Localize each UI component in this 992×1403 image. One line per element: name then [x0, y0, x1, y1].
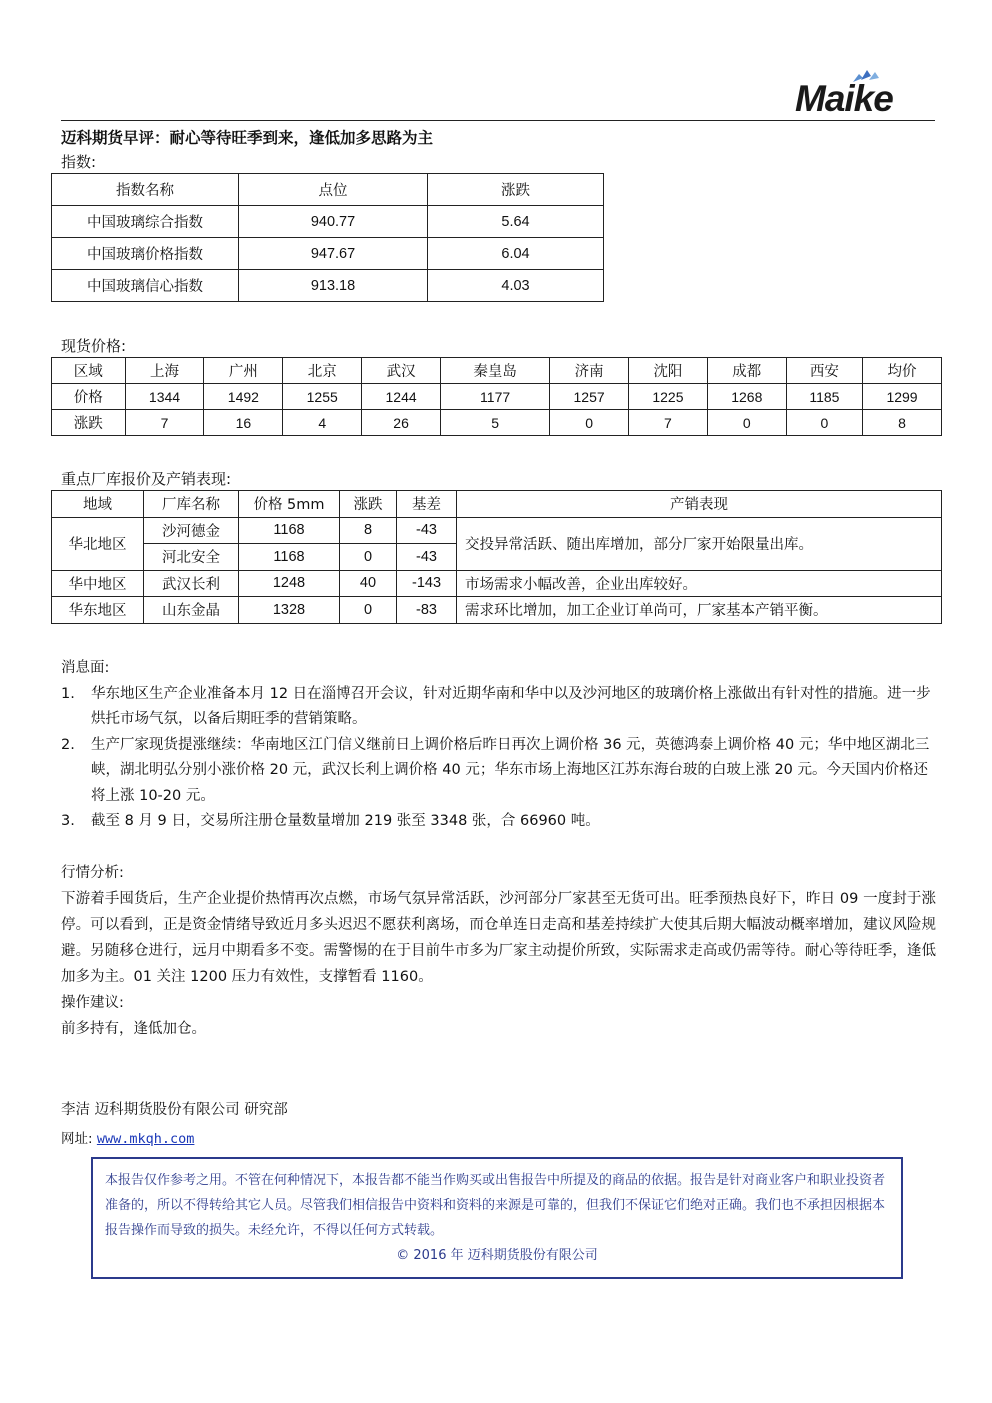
table-cell: 0	[786, 410, 862, 436]
table-cell: 913.18	[239, 270, 428, 302]
table-cell: 成都	[707, 358, 786, 384]
column-header: 基差	[397, 491, 457, 518]
advice-label: 操作建议:	[61, 995, 124, 1011]
table-cell: 华北地区	[52, 517, 144, 570]
table-cell: -83	[397, 597, 457, 624]
column-header: 点位	[239, 174, 428, 206]
table-cell: 4	[283, 410, 362, 436]
website-link[interactable]: www.mkqh.com	[96, 1131, 195, 1147]
column-header: 涨跌	[340, 491, 397, 518]
index-label: 指数:	[61, 153, 97, 171]
table-cell: 1168	[239, 544, 340, 571]
item-number: 1.	[61, 685, 75, 702]
table-cell: 1225	[629, 384, 708, 410]
table-cell: 均价	[863, 358, 942, 384]
table-row	[52, 270, 604, 302]
table-cell: 5.64	[428, 206, 604, 238]
table-cell: 940.77	[239, 206, 428, 238]
spot-label: 现货价格:	[61, 337, 127, 355]
news-list	[61, 682, 941, 835]
table-cell: 40	[340, 570, 397, 597]
factory-label: 重点厂库报价及产销表现:	[61, 470, 232, 488]
table-row	[52, 238, 604, 270]
list-item	[61, 809, 941, 835]
table-cell: 华东地区	[52, 597, 144, 624]
analysis-section	[61, 860, 936, 1042]
table-cell: 8	[340, 517, 397, 544]
table-cell: 北京	[283, 358, 362, 384]
table-cell: 0	[550, 410, 629, 436]
table-cell: 中国玻璃价格指数	[52, 238, 239, 270]
item-text: 生产厂家现货提涨继续：华南地区江门信义继前日上调价格后昨日再次上调价格 36 元，英德鸿泰上调价格 40 元；华中地区湖北三峡，湖北明弘分别小涨价格 20 元，武汉长利上调价格 40 元；华东市场上海地区江苏东海台玻的白玻上涨 20 元。今天国内价格还将上涨 10-20 元。	[91, 736, 930, 804]
column-header: 产销表现	[457, 491, 942, 518]
table-cell: 交投异常活跃、随出库增加，部分厂家开始限量出库。	[457, 517, 942, 570]
table-cell: 5	[441, 410, 550, 436]
table-row	[52, 410, 942, 436]
table-cell: 1177	[441, 384, 550, 410]
table-row	[52, 384, 942, 410]
news-label: 消息面:	[61, 660, 110, 676]
column-header: 涨跌	[428, 174, 604, 206]
table-cell: 市场需求小幅改善，企业出库较好。	[457, 570, 942, 597]
table-cell: 0	[340, 597, 397, 624]
table-cell: 1344	[125, 384, 204, 410]
table-cell: 西安	[786, 358, 862, 384]
table-cell: 1244	[362, 384, 441, 410]
table-row	[52, 517, 942, 544]
table-cell: 价格	[52, 384, 126, 410]
table-cell: 1328	[239, 597, 340, 624]
disclaimer-box	[91, 1157, 903, 1279]
table-cell: 1185	[786, 384, 862, 410]
table-cell: 济南	[550, 358, 629, 384]
table-cell: 中国玻璃信心指数	[52, 270, 239, 302]
table-cell: 需求环比增加，加工企业订单尚可，厂家基本产销平衡。	[457, 597, 942, 624]
table-cell: 沙河德金	[144, 517, 239, 544]
factory-table	[51, 490, 942, 624]
list-item	[61, 733, 941, 810]
table-cell: 区域	[52, 358, 126, 384]
author-line: 李洁 迈科期货股份有限公司 研究部	[61, 1102, 288, 1118]
table-cell: 26	[362, 410, 441, 436]
spot-price-table	[51, 357, 942, 436]
table-cell: 16	[204, 410, 283, 436]
table-cell: 沈阳	[629, 358, 708, 384]
copyright-text: © 2016 年 迈科期货股份有限公司	[396, 1248, 598, 1263]
table-cell: -43	[397, 517, 457, 544]
index-table	[51, 173, 604, 302]
table-cell: 秦皇岛	[441, 358, 550, 384]
maike-logo	[795, 68, 935, 118]
website-line	[61, 1127, 194, 1147]
header-rule	[61, 120, 935, 121]
table-cell: 武汉	[362, 358, 441, 384]
table-cell: 涨跌	[52, 410, 126, 436]
table-cell: 7	[125, 410, 204, 436]
table-cell: 947.67	[239, 238, 428, 270]
table-row	[52, 597, 942, 624]
table-cell: 山东金晶	[144, 597, 239, 624]
table-cell: -43	[397, 544, 457, 571]
report-title: 迈科期货早评：耐心等待旺季到来，逢低加多思路为主	[61, 129, 434, 147]
table-cell: 1248	[239, 570, 340, 597]
advice-text: 前多持有，逢低加仓。	[61, 1021, 206, 1037]
table-header-row	[52, 491, 942, 518]
item-number: 3.	[61, 813, 75, 829]
table-cell: 中国玻璃综合指数	[52, 206, 239, 238]
table-cell: 广州	[204, 358, 283, 384]
table-row	[52, 206, 604, 238]
disclaimer-text: 本报告仅作参考之用。不管在何种情况下，本报告都不能当作购买或出售报告中所提及的商品的依据。报告是针对商业客户和职业投资者准备的，所以不得转给其它人员。尽管我们相信报告中资料和资料的来源是可靠的，但我们不保证它们绝对正确。我们也不承担因根据本报告操作而导致的损失。未经允许，不得以任何方式转载。	[105, 1173, 886, 1238]
table-cell: 1492	[204, 384, 283, 410]
item-text: 截至 8 月 9 日，交易所注册仓量数量增加 219 张至 3348 张，合 66960 吨。	[91, 813, 600, 829]
table-cell: 0	[340, 544, 397, 571]
analysis-text: 下游着手囤货后，生产企业提价热情再次点燃，市场气氛异常活跃，沙河部分厂家甚至无货可出。旺季预热良好下，昨日 09 一度封于涨停。可以看到，正是资金情绪导致近月多头迟迟不愿获利离场，而仓单连日走高和基差持续扩大使其后期大幅波动概率增加，建议风险规避。另随移仓进行，远月中期看多不变。需警惕的在于目前牛市多为厂家主动提价所致，实际需求走高或仍需等待。耐心等待旺季，逢低加多为主。01 关注 1200 压力有效性，支撑暂看 1160。	[61, 891, 936, 985]
news-section	[61, 656, 941, 835]
table-cell: 武汉长利	[144, 570, 239, 597]
table-cell: 0	[707, 410, 786, 436]
table-cell: 1257	[550, 384, 629, 410]
table-cell: 4.03	[428, 270, 604, 302]
table-cell: 华中地区	[52, 570, 144, 597]
column-header: 地域	[52, 491, 144, 518]
table-cell: -143	[397, 570, 457, 597]
table-cell: 1268	[707, 384, 786, 410]
table-cell: 7	[629, 410, 708, 436]
column-header: 厂库名称	[144, 491, 239, 518]
table-row	[52, 570, 942, 597]
website-label: 网址:	[61, 1131, 93, 1147]
table-header-row	[52, 174, 604, 206]
table-cell: 8	[863, 410, 942, 436]
logo-text: Maike	[795, 78, 893, 119]
analysis-label: 行情分析:	[61, 865, 124, 881]
item-number: 2.	[61, 736, 75, 753]
table-cell: 6.04	[428, 238, 604, 270]
table-row	[52, 358, 942, 384]
column-header: 指数名称	[52, 174, 239, 206]
table-cell: 1168	[239, 517, 340, 544]
item-text: 华东地区生产企业准备本月 12 日在淄博召开会议，针对近期华南和华中以及沙河地区的玻璃价格上涨做出有针对性的措施。进一步烘托市场气氛，以备后期旺季的营销策略。	[91, 685, 931, 727]
table-cell: 上海	[125, 358, 204, 384]
list-item	[61, 682, 941, 733]
column-header: 价格 5mm	[239, 491, 340, 518]
table-cell: 河北安全	[144, 544, 239, 571]
table-cell: 1255	[283, 384, 362, 410]
table-cell: 1299	[863, 384, 942, 410]
